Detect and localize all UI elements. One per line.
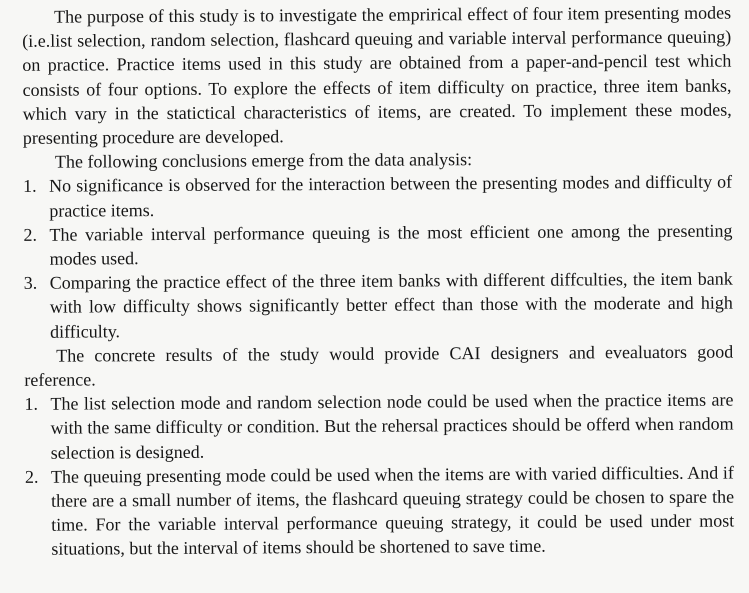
list-item-number: 2. bbox=[24, 466, 39, 487]
list-item-text: No significance is observed for the interaction between the presenting modes and difficulty of practice items. bbox=[49, 171, 733, 221]
list-item bbox=[24, 388, 733, 465]
results-intro: The concrete results of the study would provide CAI designers and evealuators good reference. bbox=[24, 341, 734, 390]
list-item-number: 3. bbox=[23, 273, 38, 294]
list-item-number: 2. bbox=[23, 224, 37, 245]
list-item bbox=[24, 267, 733, 344]
abstract-paragraph: The purpose of this study is to investigate the emprirical effect of four item presenting modes (i.e.list selection, random selection, flashcard queuing and variable interval performance queuing) on practice. Practice items used in this study are obtained from a paper-and-pencil test which consists of four options. To explore the effects of item difficulty on practice, three item banks, which vary in the statictical characteristics of items, are created. To implement these modes, presenting procedure are developed. bbox=[22, 2, 732, 148]
list-item-number: 1. bbox=[24, 394, 39, 415]
list-item-text: The list selection mode and random selection node could be used when the practice items are with the same difficulty or condition. But the rehersal practices should be offerd when random selection is designed. bbox=[50, 389, 734, 463]
list-item-text: Comparing the practice effect of the three item banks with different diffculties, the item bank with low difficulty shows significantly better effect than those with the moderate and high difficulty. bbox=[49, 268, 733, 342]
list-item-text: The queuing presenting mode could be used when the items are with varied difficulties. And if there are a small number of items, the flashcard queuing strategy could be chosen to spare the time. For the variable interval performance queuing strategy, it could be used under most situations, but the interval of items should be shortened to save time. bbox=[50, 462, 735, 560]
conclusions-list bbox=[23, 170, 733, 344]
list-item bbox=[23, 170, 732, 223]
recommendations-list bbox=[24, 388, 734, 562]
list-item-text: The variable interval performance queuing is the most efficient one among the presenting modes used. bbox=[49, 220, 733, 269]
conclusions-intro: The following conclusions emerge from the data analysis: bbox=[54, 149, 473, 172]
list-item-number: 1. bbox=[23, 176, 37, 197]
list-item bbox=[25, 460, 735, 561]
list-item bbox=[23, 218, 732, 271]
